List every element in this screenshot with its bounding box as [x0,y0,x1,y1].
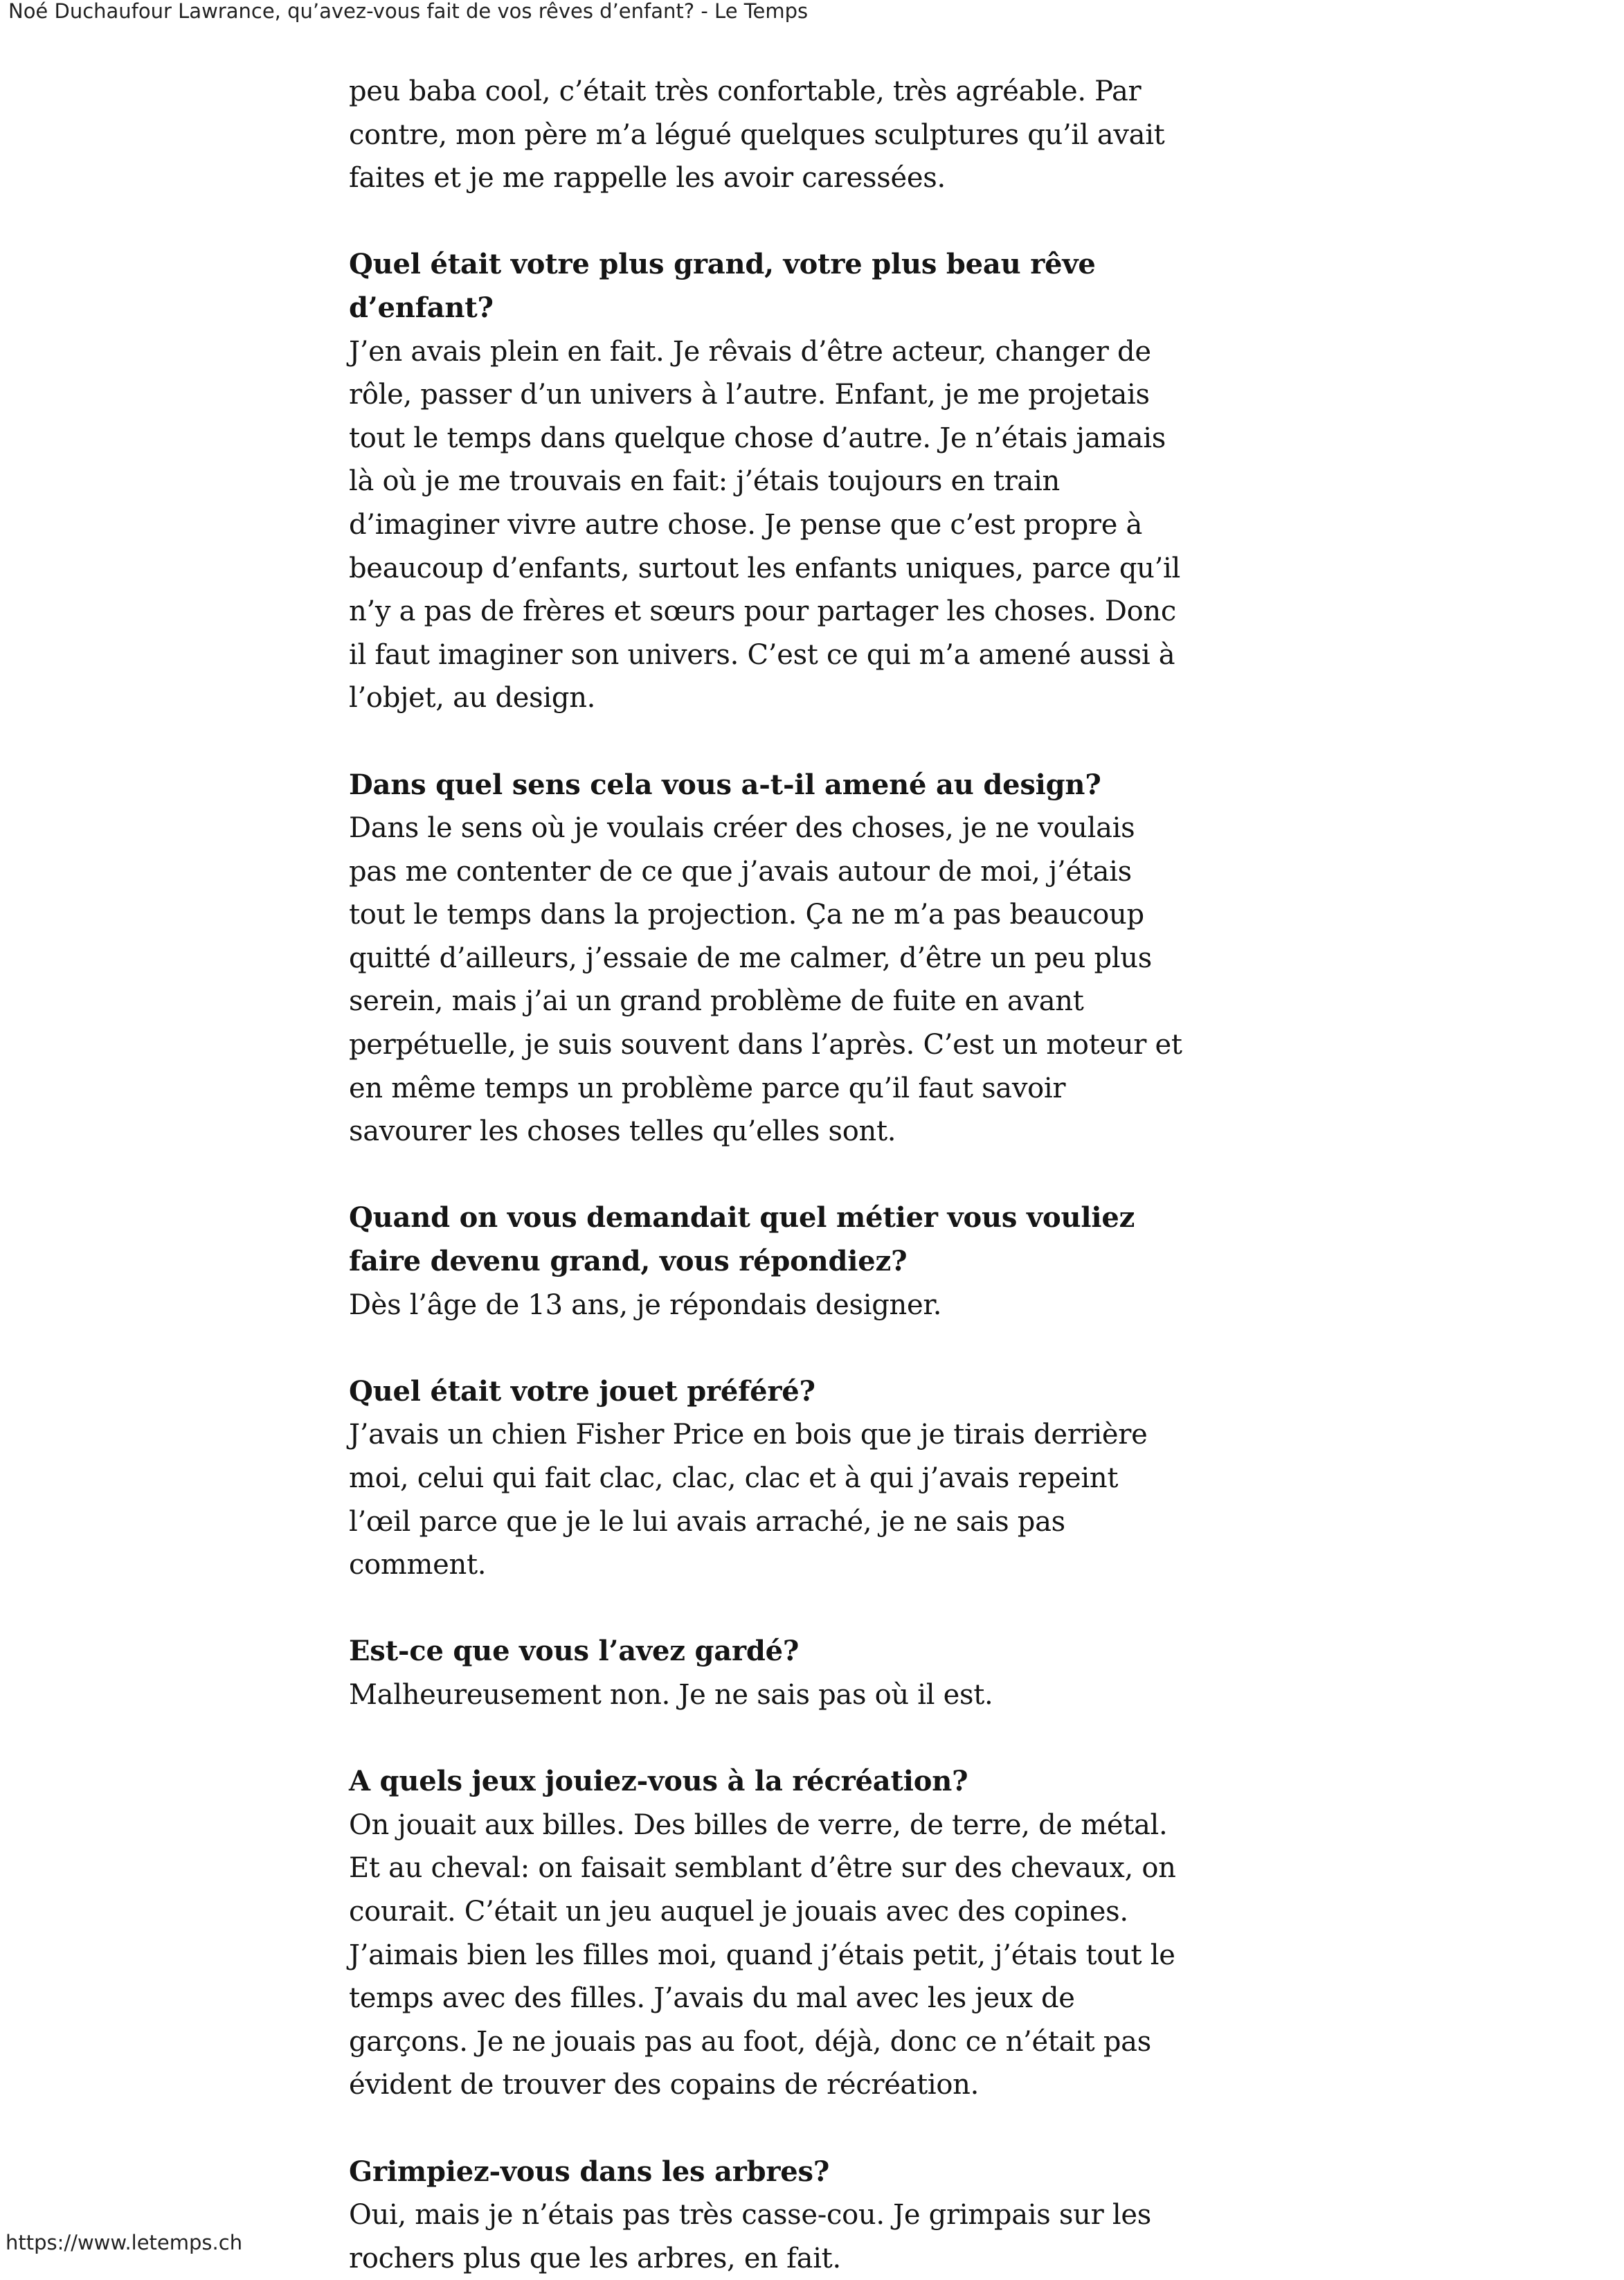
answer: Malheureusement non. Je ne sais pas où il est. [349,1673,1187,1717]
qa-block [349,764,1187,1154]
question: Dans quel sens cela vous a-t-il amené au design? [349,764,1187,807]
question: Quand on vous demandait quel métier vous vouliez faire devenu grand, vous répondiez? [349,1196,1187,1283]
answer: Dès l’âge de 13 ans, je répondais designer. [349,1284,1187,1327]
question: A quels jeux jouiez-vous à la récréation? [349,1760,1187,1804]
question: Quel était votre plus grand, votre plus beau rêve d’enfant? [349,243,1187,330]
question: Quel était votre jouet préféré? [349,1370,1187,1414]
answer: On jouait aux billes. Des billes de verre, de terre, de métal. Et au cheval: on faisait semblant d’être sur des chevaux, on courait. C’était un jeu auquel je jouais avec des copines. J’aimais bien les filles moi, quand j’étais petit, j’étais tout le temps avec des filles. J’avais du mal avec les jeux de garçons. Je ne jouais pas au foot, déjà, donc ce n’était pas évident de trouver des copains de récréation. [349,1804,1187,2107]
article-body [349,70,1187,2280]
answer: Dans le sens où je voulais créer des choses, je ne voulais pas me contenter de ce que j’avais autour de moi, j’étais tout le temps dans la projection. Ça ne m’a pas beaucoup quitté d’ailleurs, j’essaie de me calmer, d’être un peu plus serein, mais j’ai un grand problème de fuite en avant perpétuelle, je suis souvent dans l’après. C’est un moteur et en même temps un problème parce qu’il faut savoir savourer les choses telles qu’elles sont. [349,807,1187,1154]
question: Est-ce que vous l’avez gardé? [349,1630,1187,1673]
answer: J’avais un chien Fisher Price en bois que je tirais derrière moi, celui qui fait clac, clac, clac et à qui j’avais repeint l’œil parce que je le lui avais arraché, je ne sais pas comment. [349,1413,1187,1586]
answer: Oui, mais je n’étais pas très casse-cou. Je grimpais sur les rochers plus que les arbres, en fait. [349,2193,1187,2280]
question: Grimpiez-vous dans les arbres? [349,2151,1187,2194]
qa-block [349,243,1187,720]
qa-block [349,1630,1187,1716]
intro-paragraph-block [349,70,1187,200]
page-header-title: Noé Duchaufour Lawrance, qu’avez-vous fait de vos rêves d’enfant? - Le Temps [8,0,808,22]
intro-paragraph: peu baba cool, c’était très confortable, très agréable. Par contre, mon père m’a légué quelques sculptures qu’il avait faites et je me rappelle les avoir caressées. [349,70,1187,200]
qa-block [349,1196,1187,1327]
qa-block [349,1760,1187,2107]
answer: J’en avais plein en fait. Je rêvais d’être acteur, changer de rôle, passer d’un univers à l’autre. Enfant, je me projetais tout le temps dans quelque chose d’autre. Je n’étais jamais là où je me trouvais en fait: j’étais toujours en train d’imaginer vivre autre chose. Je pense que c’est propre à beaucoup d’enfants, surtout les enfants uniques, parce qu’il n’y a pas de frères et sœurs pour partager les choses. Donc il faut imaginer son univers. C’est ce qui m’a amené aussi à l’objet, au design. [349,330,1187,720]
page-footer-url: https://www.letemps.ch [6,2231,242,2254]
qa-block [349,1370,1187,1587]
